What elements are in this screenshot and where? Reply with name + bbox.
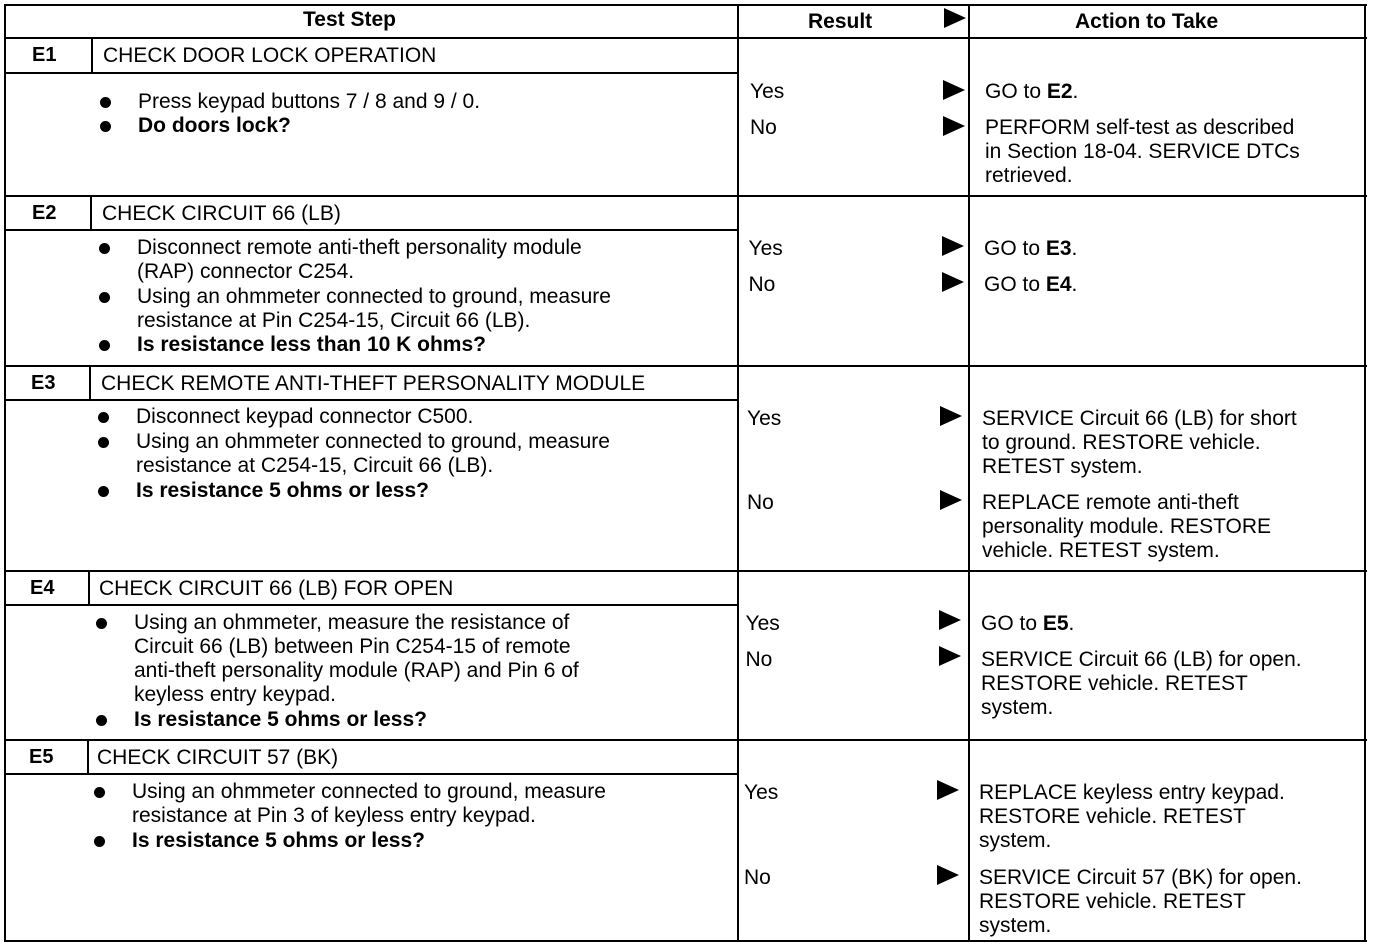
result-arrow-icon <box>943 80 965 100</box>
bullet-icon <box>99 340 110 351</box>
result-yes: Yes <box>750 80 785 103</box>
action-text: system. <box>981 696 1054 719</box>
bullet-icon <box>98 412 109 423</box>
bullet-icon <box>99 292 110 303</box>
action-text: system. <box>979 829 1052 852</box>
bullet-text: Is resistance 5 ohms or less? <box>132 829 425 852</box>
step-title-e1: CHECK DOOR LOCK OPERATION <box>103 44 437 67</box>
result-arrow-icon <box>942 272 964 292</box>
bullet-text: Is resistance 5 ohms or less? <box>134 708 427 731</box>
result-arrow-icon <box>940 490 962 510</box>
title-underline-e5 <box>4 773 737 775</box>
table-border-left <box>4 4 6 942</box>
bullet-icon <box>94 787 105 798</box>
result-arrow-icon <box>939 646 961 666</box>
bullet-text: Press keypad buttons 7 / 8 and 9 / 0. <box>138 90 481 113</box>
action-text: REPLACE remote anti-theft <box>982 491 1239 514</box>
step-title-e2: CHECK CIRCUIT 66 (LB) <box>102 202 341 225</box>
result-arrow-icon <box>939 610 961 630</box>
code-divider-e1 <box>91 37 93 74</box>
bullet-text: Circuit 66 (LB) between Pin C254-15 of remote <box>134 635 571 658</box>
bullet-text: Disconnect keypad connector C500. <box>136 405 474 428</box>
action-text: in Section 18-04. SERVICE DTCs <box>985 140 1300 163</box>
step-code-e4: E4 <box>30 577 55 599</box>
bullet-text: resistance at C254-15, Circuit 66 (LB). <box>136 454 494 477</box>
header-arrow-icon <box>944 8 966 28</box>
action-text: SERVICE Circuit 57 (BK) for open. <box>979 866 1302 889</box>
bullet-text: Using an ohmmeter connected to ground, measure <box>132 780 606 803</box>
table-border-top <box>4 4 1367 6</box>
bullet-icon <box>98 486 109 497</box>
action-text: GO to E5. <box>981 612 1075 635</box>
title-underline-e2 <box>4 229 737 231</box>
row-divider-e4 <box>4 570 1367 572</box>
action-text: retrieved. <box>985 164 1073 187</box>
result-arrow-icon <box>943 116 965 136</box>
action-text: personality module. RESTORE <box>982 515 1272 538</box>
bullet-icon <box>96 618 107 629</box>
bullet-icon <box>94 836 105 847</box>
result-yes: Yes <box>745 612 780 635</box>
result-arrow-icon <box>937 865 959 885</box>
action-text: GO to E3. <box>984 237 1078 260</box>
bullet-text: Is resistance 5 ohms or less? <box>136 479 429 502</box>
action-text: GO to E4. <box>984 273 1078 296</box>
title-underline-e4 <box>4 604 737 606</box>
action-text: RESTORE vehicle. RETEST <box>981 672 1248 695</box>
bullet-icon <box>98 437 109 448</box>
row-divider-e2 <box>4 195 1367 197</box>
result-arrow-icon <box>942 236 964 256</box>
table-border-bottom <box>4 940 1367 942</box>
action-text: vehicle. RETEST system. <box>982 539 1220 562</box>
header-result: Result <box>808 10 873 33</box>
result-yes: Yes <box>744 781 779 804</box>
step-code-e1: E1 <box>32 44 57 66</box>
result-yes: Yes <box>748 237 783 260</box>
action-text: RESTORE vehicle. RETEST <box>979 890 1246 913</box>
action-text: SERVICE Circuit 66 (LB) for open. <box>981 648 1302 671</box>
action-text: RESTORE vehicle. RETEST <box>979 805 1246 828</box>
bullet-text: resistance at Pin 3 of keyless entry keypad. <box>132 804 536 827</box>
table-border-right <box>1364 4 1366 942</box>
step-code-e3: E3 <box>31 372 56 394</box>
bullet-text: Using an ohmmeter connected to ground, measure <box>136 430 610 453</box>
step-title-e5: CHECK CIRCUIT 57 (BK) <box>97 746 339 769</box>
result-yes: Yes <box>747 407 782 430</box>
bullet-text: Disconnect remote anti-theft personality module <box>137 236 582 259</box>
bullet-text: keyless entry keypad. <box>134 683 336 706</box>
step-title-e3: CHECK REMOTE ANTI-THEFT PERSONALITY MODULE <box>101 372 646 395</box>
title-underline-e3 <box>4 399 737 401</box>
result-no: No <box>744 866 771 889</box>
title-underline-e1 <box>4 72 737 74</box>
result-no: No <box>747 491 774 514</box>
header-test-step: Test Step <box>303 8 396 31</box>
header-divider <box>4 37 1367 39</box>
bullet-icon <box>100 97 111 108</box>
result-no: No <box>748 273 776 296</box>
result-no: No <box>745 648 773 671</box>
result-arrow-icon <box>940 406 962 426</box>
col-divider-result <box>737 4 739 942</box>
action-text: to ground. RESTORE vehicle. <box>982 431 1261 454</box>
action-text: GO to E2. <box>985 80 1079 103</box>
bullet-icon <box>100 121 111 132</box>
bullet-text: Do doors lock? <box>138 114 291 137</box>
step-title-e4: CHECK CIRCUIT 66 (LB) FOR OPEN <box>99 577 454 600</box>
bullet-text: (RAP) connector C254. <box>137 260 355 283</box>
step-code-e5: E5 <box>29 746 54 768</box>
bullet-icon <box>96 715 107 726</box>
row-divider-e3 <box>4 365 1367 367</box>
bullet-text: anti-theft personality module (RAP) and Pin 6 of <box>134 659 579 682</box>
bullet-text: resistance at Pin C254-15, Circuit 66 (LB). <box>137 309 531 332</box>
bullet-text: Using an ohmmeter, measure the resistance of <box>134 611 570 634</box>
bullet-icon <box>99 243 110 254</box>
bullet-text: Is resistance less than 10 K ohms? <box>137 333 486 356</box>
bullet-text: Using an ohmmeter connected to ground, measure <box>137 285 611 308</box>
code-divider-e2 <box>90 195 92 231</box>
code-divider-e3 <box>89 365 91 401</box>
result-arrow-icon <box>937 780 959 800</box>
header-action: Action to Take <box>1075 10 1219 33</box>
result-no: No <box>750 116 777 139</box>
action-text: PERFORM self-test as described <box>985 116 1295 139</box>
action-text: SERVICE Circuit 66 (LB) for short <box>982 407 1297 430</box>
action-text: REPLACE keyless entry keypad. <box>979 781 1285 804</box>
code-divider-e5 <box>87 739 89 775</box>
code-divider-e4 <box>88 570 90 606</box>
action-text: RETEST system. <box>982 455 1143 478</box>
col-divider-action <box>968 4 970 942</box>
step-code-e2: E2 <box>32 202 57 224</box>
row-divider-e5 <box>4 739 1367 741</box>
action-text: system. <box>979 914 1052 937</box>
